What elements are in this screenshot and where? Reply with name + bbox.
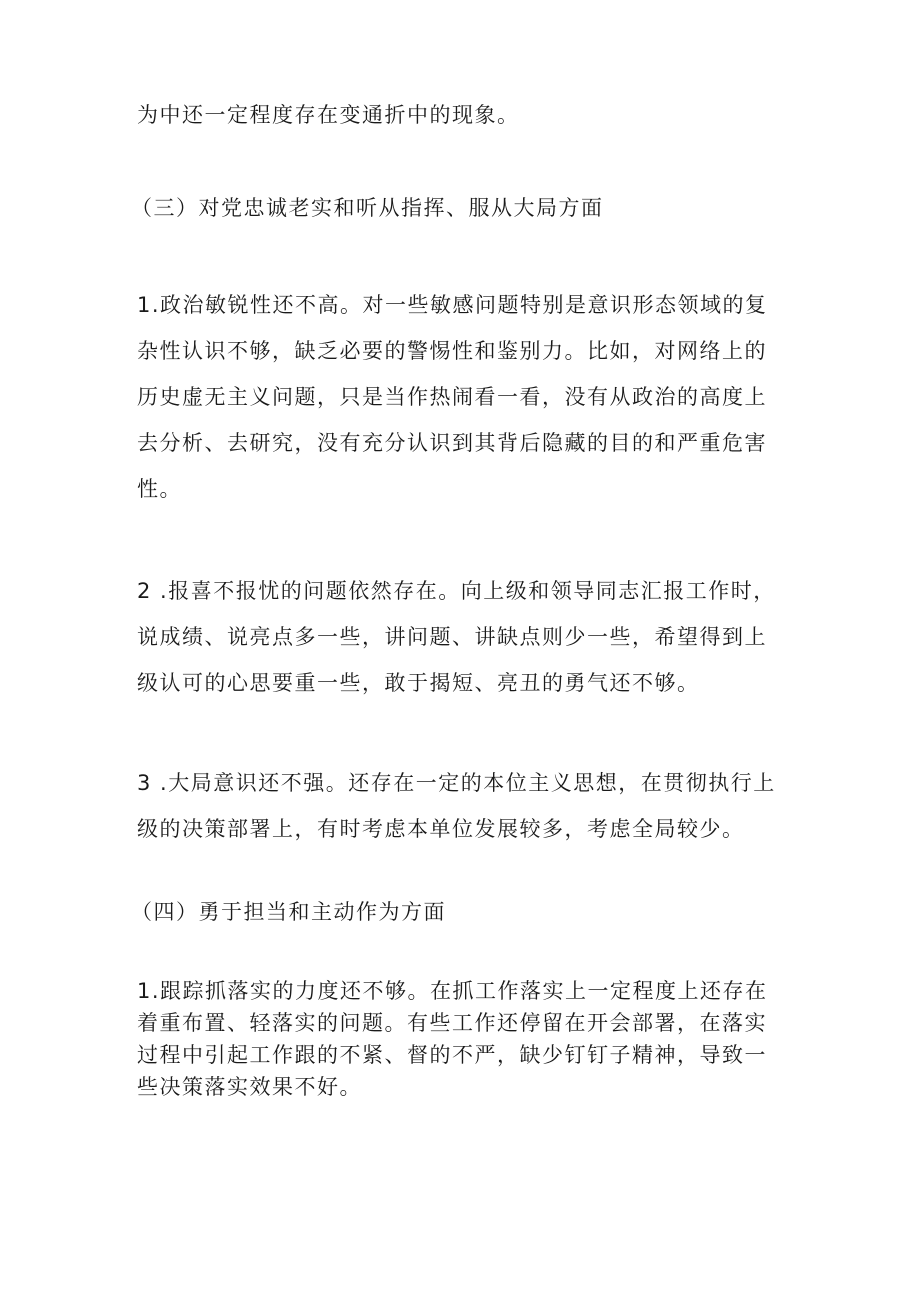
text-line: 级认可的心思要重一些，敢于揭短、亮丑的勇气还不够。 (137, 671, 700, 695)
section-heading-3 (131, 185, 791, 231)
section-heading-4 (131, 889, 791, 935)
text-line: 去分析、去研究，没有充分认识到其背后隐藏的目的和严重危害 (137, 431, 767, 455)
text-line: 着重布置、轻落实的问题。有些工作还停留在开会部署，在落实 (137, 1011, 767, 1035)
text-line: 些决策落实效果不好。 (137, 1075, 362, 1099)
heading-text: （三）对党忠诚老实和听从指挥、服从大局方面 (131, 196, 604, 220)
text-line: 杂性认识不够，缺乏必要的警惕性和鉴别力。比如，对网络上的 (137, 339, 767, 363)
text-line: 1.跟踪抓落实的力度还不够。在抓工作落实上一定程度上还存在 (137, 979, 768, 1003)
text-line: 说成绩、说亮点多一些，讲问题、讲缺点则少一些，希望得到上 (137, 625, 767, 649)
text-line: 级的决策部署上，有时考虑本单位发展较多，考虑全局较少。 (137, 817, 745, 841)
text-line: 为中还一定程度存在变通折中的现象。 (137, 103, 520, 127)
paragraph-item-3 (137, 760, 797, 852)
paragraph-item-2 (137, 568, 797, 706)
text-line: 性。 (137, 477, 182, 501)
paragraph-continuation (137, 92, 797, 138)
paragraph-item-1 (137, 282, 797, 512)
text-line: 2 .报喜不报忧的问题依然存在。向上级和领导同志汇报工作时， (137, 579, 776, 603)
text-line: 1.政治敏锐性还不高。对一些敏感问题特别是意识形态领域的复 (137, 293, 768, 317)
paragraph-item-4 (137, 975, 797, 1103)
text-line: 3 .大局意识还不强。还存在一定的本位主义思想，在贯彻执行上 (137, 771, 776, 795)
text-line: 历史虚无主义问题，只是当作热闹看一看，没有从政治的高度上 (137, 385, 767, 409)
text-line: 过程中引起工作跟的不紧、督的不严，缺少钉钉子精神，导致一 (137, 1043, 767, 1067)
heading-text: （四）勇于担当和主动作为方面 (131, 900, 446, 924)
